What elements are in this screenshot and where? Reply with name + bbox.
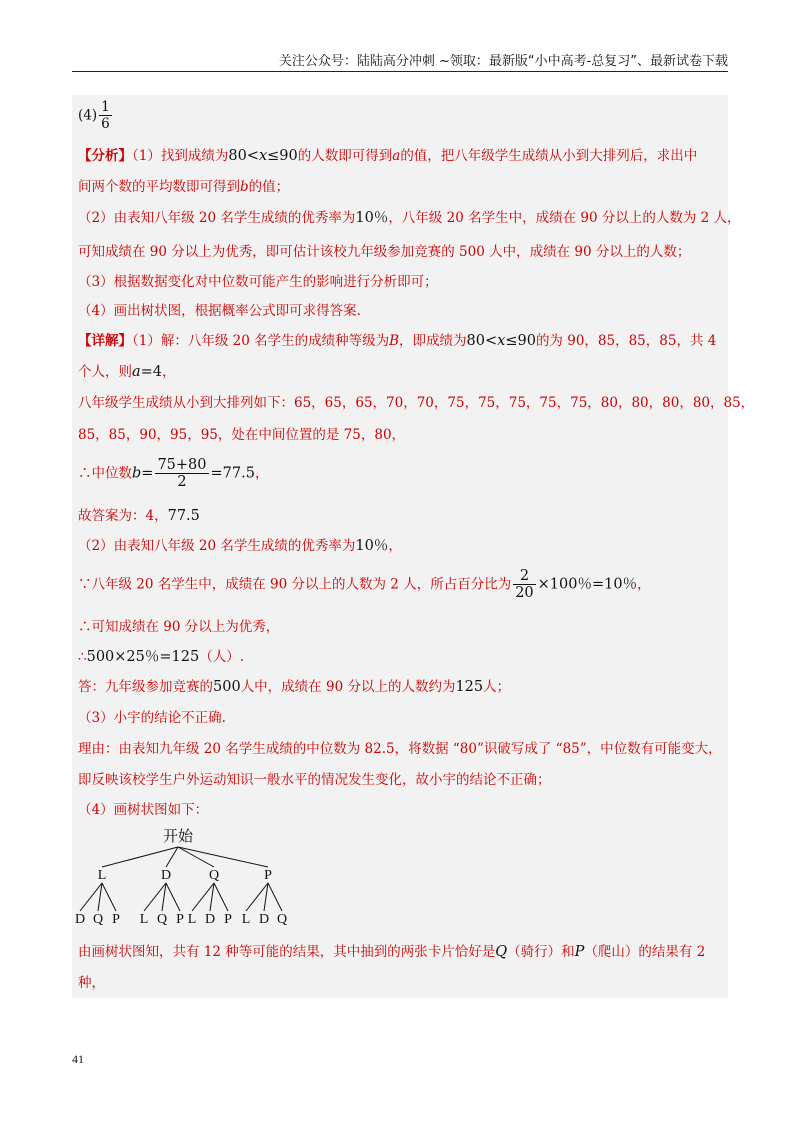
- tree-leaf-Q-D: D: [204, 912, 216, 927]
- tree-diagram: [72, 825, 332, 933]
- part4-result-line-1: 由画树状图知，共有 12 种等可能的结果，其中抽到的两张卡片恰好是Q（骑行）和P（爬山）的结果有 2: [78, 944, 706, 960]
- part3-line-2: 理由：由表知九年级 20 名学生成绩的中位数为 82.5，将数据 “80”识破写成了 “85”，中位数有可能变大，: [78, 741, 722, 757]
- tree-leaf-D-Q: Q: [156, 912, 168, 927]
- part3-line-1: （3）小宇的结论不正确.: [78, 710, 226, 726]
- tree-leaf-L-D: D: [74, 912, 86, 927]
- detail-line-2: 个人，则a=4，: [78, 364, 176, 380]
- header-rule: [72, 71, 728, 72]
- analysis-tag: 【分析】: [78, 148, 132, 164]
- analysis-line-4: 可知成绩在 90 分以上为优秀，即可估计该校九年级参加竞赛的 500 人中，成绩在 90 分以上的人数；: [78, 244, 691, 260]
- part2-line-4: ∴500×25％=125（人）.: [78, 649, 244, 665]
- tree-leaf-L-P: P: [112, 912, 120, 927]
- analysis-line-6: （4）画出树状图，根据概率公式即可求得答案.: [78, 303, 361, 319]
- tree-leaf-P-L: L: [241, 912, 251, 927]
- tree-leaf-Q-L: L: [187, 912, 197, 927]
- tree-root: 开始: [162, 829, 194, 845]
- part4-line-1: （4）画树状图如下：: [78, 802, 209, 818]
- detail-line-1: 【详解】（1）解：八年级 20 名学生的成绩种等级为B，即成绩为80<x≤90的为 90，85，85，85，共 4: [78, 333, 717, 349]
- tree-branch-L: L: [97, 868, 107, 883]
- item4-answer: [78, 99, 114, 132]
- analysis-line-5: （3）根据数据变化对中位数可能产生的影响进行分析即可；: [78, 274, 438, 290]
- tree-leaf-P-D: D: [258, 912, 270, 927]
- tree-leaf-L-Q: Q: [92, 912, 104, 927]
- detail-line-3: 八年级学生成绩从小到大排列如下：65，65，65，70，70，75，75，75，75，75，80，80，80，80，85，: [78, 395, 755, 411]
- part3-line-3: 即反映该校学生户外运动知识一般水平的情况发生变化，故小宇的结论不正确；: [78, 772, 551, 788]
- part2-line-3: ∴可知成绩在 90 分以上为优秀，: [78, 619, 280, 635]
- part2-answer: 答：九年级参加竞赛的500人中，成绩在 90 分以上的人数约为125人；: [78, 679, 511, 695]
- tree-leaf-Q-P: P: [224, 912, 232, 927]
- tree-edge: [178, 847, 214, 867]
- tree-leaf-D-P: P: [176, 912, 184, 927]
- answer-line: 故答案为：4，77.5: [78, 508, 200, 524]
- tree-branch-Q: Q: [208, 868, 220, 883]
- analysis-line-1: 【分析】（1）找到成绩为80<x≤90的人数即可得到a的值，把八年级学生成绩从小到大排列后，求出中: [78, 148, 698, 164]
- item4-fraction: $\frac{1}{6}$: [101, 99, 110, 132]
- tree-leaf-P-Q: Q: [276, 912, 288, 927]
- detail-tag: 【详解】: [78, 333, 132, 349]
- tree-leaf-D-L: L: [139, 912, 149, 927]
- analysis-line-3: （2）由表知八年级 20 名学生成绩的优秀率为10％，八年级 20 名学生中，成绩在 90 分以上的人数为 2 人，: [78, 210, 741, 226]
- median-formula: ∴中位数b= $\frac{75+80}{2}$ =77.5，: [78, 457, 269, 490]
- tree-edge: [166, 883, 180, 911]
- tree-edge: [178, 847, 268, 867]
- page-header: 关注公众号：陆陆高分冲刺 ~领取：最新版“小中高考-总复习”、最新试卷下载: [278, 54, 728, 69]
- part2-line-1: （2）由表知八年级 20 名学生成绩的优秀率为10％，: [78, 538, 402, 554]
- tree-branch-D: D: [160, 868, 172, 883]
- item4-label: (4): [78, 107, 98, 124]
- detail-line-4: 85，85，90，95，95，处在中间位置的是 75，80，: [78, 427, 406, 443]
- percent-fraction: $\frac{2}{20}$: [515, 568, 534, 601]
- tree-edge: [102, 847, 178, 867]
- part2-line-2: ∵八年级 20 名学生中，成绩在 90 分以上的人数为 2 人，所占百分比为 $\frac{2}{20}$ ×100％=10％，: [78, 568, 651, 601]
- part4-result-line-2: 种，: [78, 975, 105, 991]
- tree-edge: [102, 883, 116, 911]
- solution-content: [72, 95, 755, 998]
- tree-edge: [268, 883, 282, 911]
- tree-branch-P: P: [264, 868, 272, 883]
- tree-edge: [214, 883, 228, 911]
- page-number: 41: [72, 1052, 84, 1066]
- median-fraction: $\frac{75+80}{2}$: [157, 457, 207, 490]
- analysis-line-2: 间两个数的平均数即可得到b的值；: [78, 179, 290, 195]
